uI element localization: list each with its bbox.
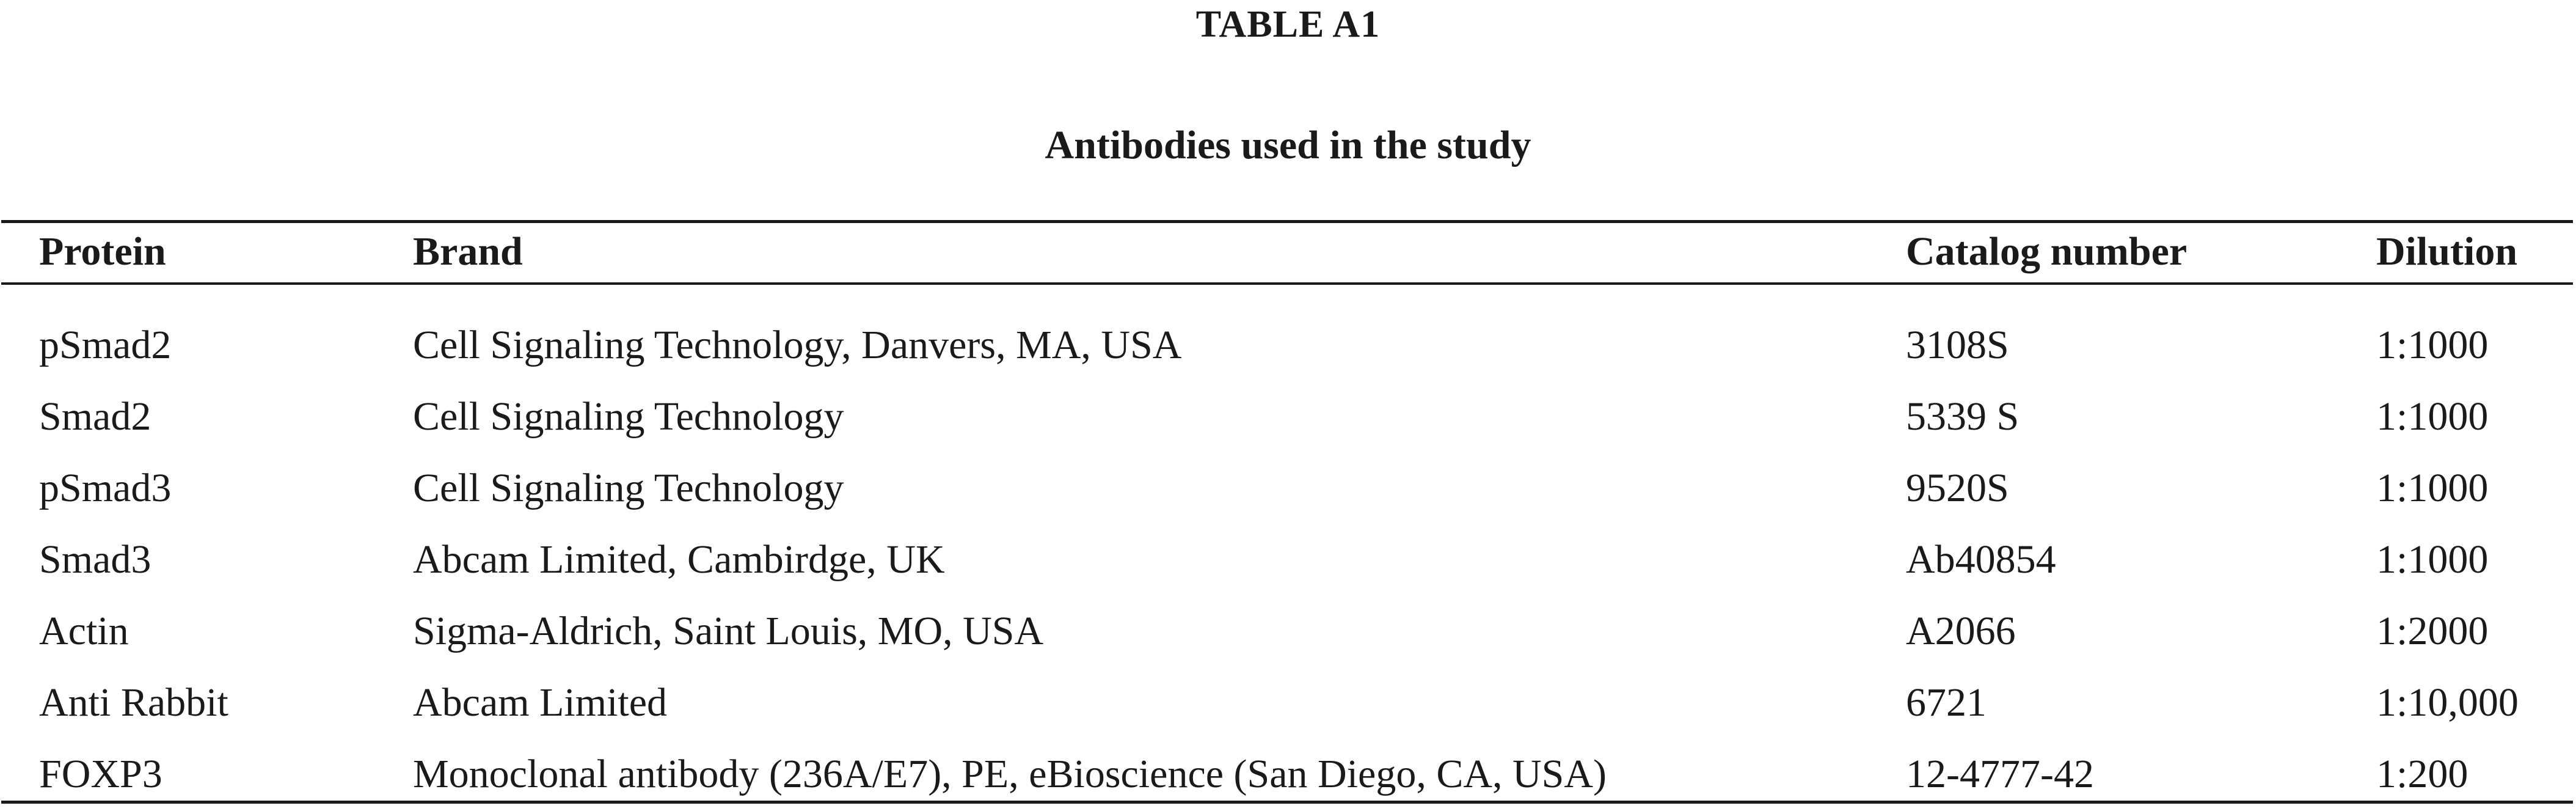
cell-dilution: 1:2000	[2376, 609, 2489, 653]
cell-catalog-number: 6721	[1906, 680, 1987, 725]
table-row	[0, 309, 2576, 380]
table-row	[0, 738, 2576, 809]
bottom-rule	[1, 801, 2573, 804]
cell-catalog-number: 3108S	[1906, 323, 2009, 367]
header-rule	[1, 282, 2573, 285]
cell-catalog-number: 9520S	[1906, 466, 2009, 510]
table-row	[0, 595, 2576, 666]
column-header-brand: Brand	[413, 229, 523, 274]
cell-brand: Sigma-Aldrich, Saint Louis, MO, USA	[413, 609, 1044, 653]
cell-dilution: 1:1000	[2376, 466, 2489, 510]
cell-brand: Cell Signaling Technology, Danvers, MA, USA	[413, 323, 1182, 367]
cell-brand: Monoclonal antibody (236A/E7), PE, eBioscience (San Diego, CA, USA)	[413, 752, 1607, 796]
cell-brand: Abcam Limited	[413, 680, 668, 725]
cell-dilution: 1:1000	[2376, 323, 2489, 367]
cell-catalog-number: 5339 S	[1906, 394, 2020, 439]
table-row	[0, 523, 2576, 595]
column-header-protein: Protein	[39, 229, 166, 274]
table-row	[0, 380, 2576, 452]
cell-dilution: 1:1000	[2376, 394, 2489, 439]
cell-protein: Smad3	[39, 537, 151, 582]
table-row	[0, 452, 2576, 523]
column-header-catalog-number: Catalog number	[1906, 229, 2187, 274]
table-row	[0, 666, 2576, 738]
cell-catalog-number: A2066	[1906, 609, 2016, 653]
cell-protein: Actin	[39, 609, 129, 653]
cell-protein: pSmad2	[39, 323, 172, 367]
cell-protein: Smad2	[39, 394, 151, 439]
cell-protein: Anti Rabbit	[39, 680, 228, 725]
cell-dilution: 1:200	[2376, 752, 2468, 796]
cell-brand: Cell Signaling Technology	[413, 466, 844, 510]
column-header-dilution: Dilution	[2376, 229, 2518, 274]
cell-catalog-number: Ab40854	[1906, 537, 2056, 582]
table-label: TABLE A1	[1195, 4, 1381, 45]
top-rule	[1, 220, 2573, 223]
cell-dilution: 1:10,000	[2376, 680, 2519, 725]
cell-catalog-number: 12-4777-42	[1906, 752, 2094, 796]
cell-protein: pSmad3	[39, 466, 172, 510]
cell-brand: Abcam Limited, Cambirdge, UK	[413, 537, 945, 582]
cell-protein: FOXP3	[39, 752, 162, 796]
cell-brand: Cell Signaling Technology	[413, 394, 844, 439]
cell-dilution: 1:1000	[2376, 537, 2489, 582]
table-caption: Antibodies used in the study	[1045, 123, 1531, 167]
